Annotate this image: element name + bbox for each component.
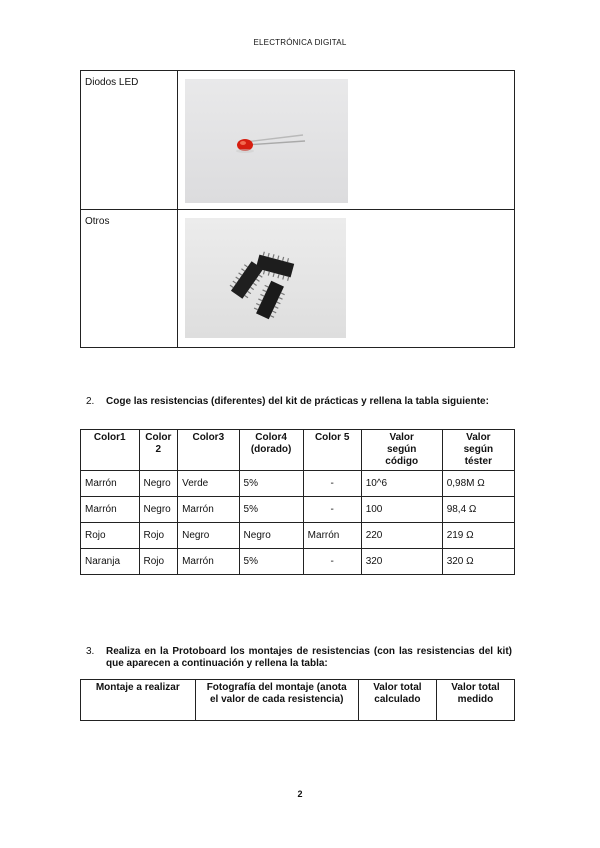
table-cell: Marrón [81, 471, 140, 497]
table-cell: 10^6 [361, 471, 442, 497]
page-number: 2 [297, 789, 303, 799]
table-cell: Marrón [178, 549, 239, 575]
table-header-row [81, 430, 515, 471]
section-text: Coge las resistencias (diferentes) del kit de prácticas y rellena la tabla siguiente: [106, 396, 489, 407]
column-header: Color1 [81, 430, 140, 471]
column-header: Valor según código [361, 430, 442, 471]
section-2 [86, 396, 512, 408]
resistances-table [80, 429, 515, 575]
section-number: 3. [86, 646, 95, 657]
table-row [81, 71, 515, 210]
components-table [80, 70, 515, 348]
chip-icon [185, 218, 346, 338]
table-cell: 320 Ω [442, 549, 514, 575]
column-header: Color 2 [139, 430, 178, 471]
component-label: Diodos LED [81, 71, 178, 210]
table-cell: Marrón [178, 497, 239, 523]
table-row [81, 471, 515, 497]
table-cell: 0,98M Ω [442, 471, 514, 497]
table-cell: - [303, 471, 361, 497]
table-cell: Verde [178, 471, 239, 497]
column-header: Fotografía del montaje (anota el valor de cada resistencia) [195, 680, 358, 721]
table-row [81, 523, 515, 549]
led-photo [185, 79, 348, 203]
component-photo-cell [178, 71, 515, 210]
page-header: ELECTRÓNICA DIGITAL [253, 38, 347, 47]
column-header: Valor total calculado [358, 680, 436, 721]
table-cell: Negro [139, 471, 178, 497]
table-cell: 320 [361, 549, 442, 575]
table-cell: Marrón [81, 497, 140, 523]
column-header: Color3 [178, 430, 239, 471]
column-header: Valor según téster [442, 430, 514, 471]
led-icon [185, 79, 348, 203]
table-cell: Rojo [139, 523, 178, 549]
column-header: Montaje a realizar [81, 680, 196, 721]
column-header: Color4 (dorado) [239, 430, 303, 471]
table-cell: Rojo [139, 549, 178, 575]
column-header: Color 5 [303, 430, 361, 471]
table-cell: 98,4 Ω [442, 497, 514, 523]
table-row [81, 497, 515, 523]
component-photo-cell [178, 210, 515, 348]
section-number: 2. [86, 396, 95, 407]
section-3 [86, 646, 512, 670]
table-cell: Negro [178, 523, 239, 549]
table-cell: - [303, 549, 361, 575]
table-cell: 5% [239, 497, 303, 523]
table-row [81, 210, 515, 348]
table-cell: Negro [139, 497, 178, 523]
table-cell: 219 Ω [442, 523, 514, 549]
table-cell: 100 [361, 497, 442, 523]
table-cell: 5% [239, 549, 303, 575]
table-cell: Marrón [303, 523, 361, 549]
table-cell: 220 [361, 523, 442, 549]
table-cell: Negro [239, 523, 303, 549]
component-label: Otros [81, 210, 178, 348]
montaje-table [80, 679, 515, 721]
table-cell: Naranja [81, 549, 140, 575]
table-header-row [81, 680, 515, 721]
table-cell: Rojo [81, 523, 140, 549]
column-header: Valor total medido [436, 680, 514, 721]
table-row [81, 549, 515, 575]
ic-chips-photo [185, 218, 346, 338]
table-cell: 5% [239, 471, 303, 497]
table-cell: - [303, 497, 361, 523]
section-text: Realiza en la Protoboard los montajes de resistencias (con las resistencias del kit) que aparecen a continuación y rellena la tabla: [106, 646, 512, 669]
